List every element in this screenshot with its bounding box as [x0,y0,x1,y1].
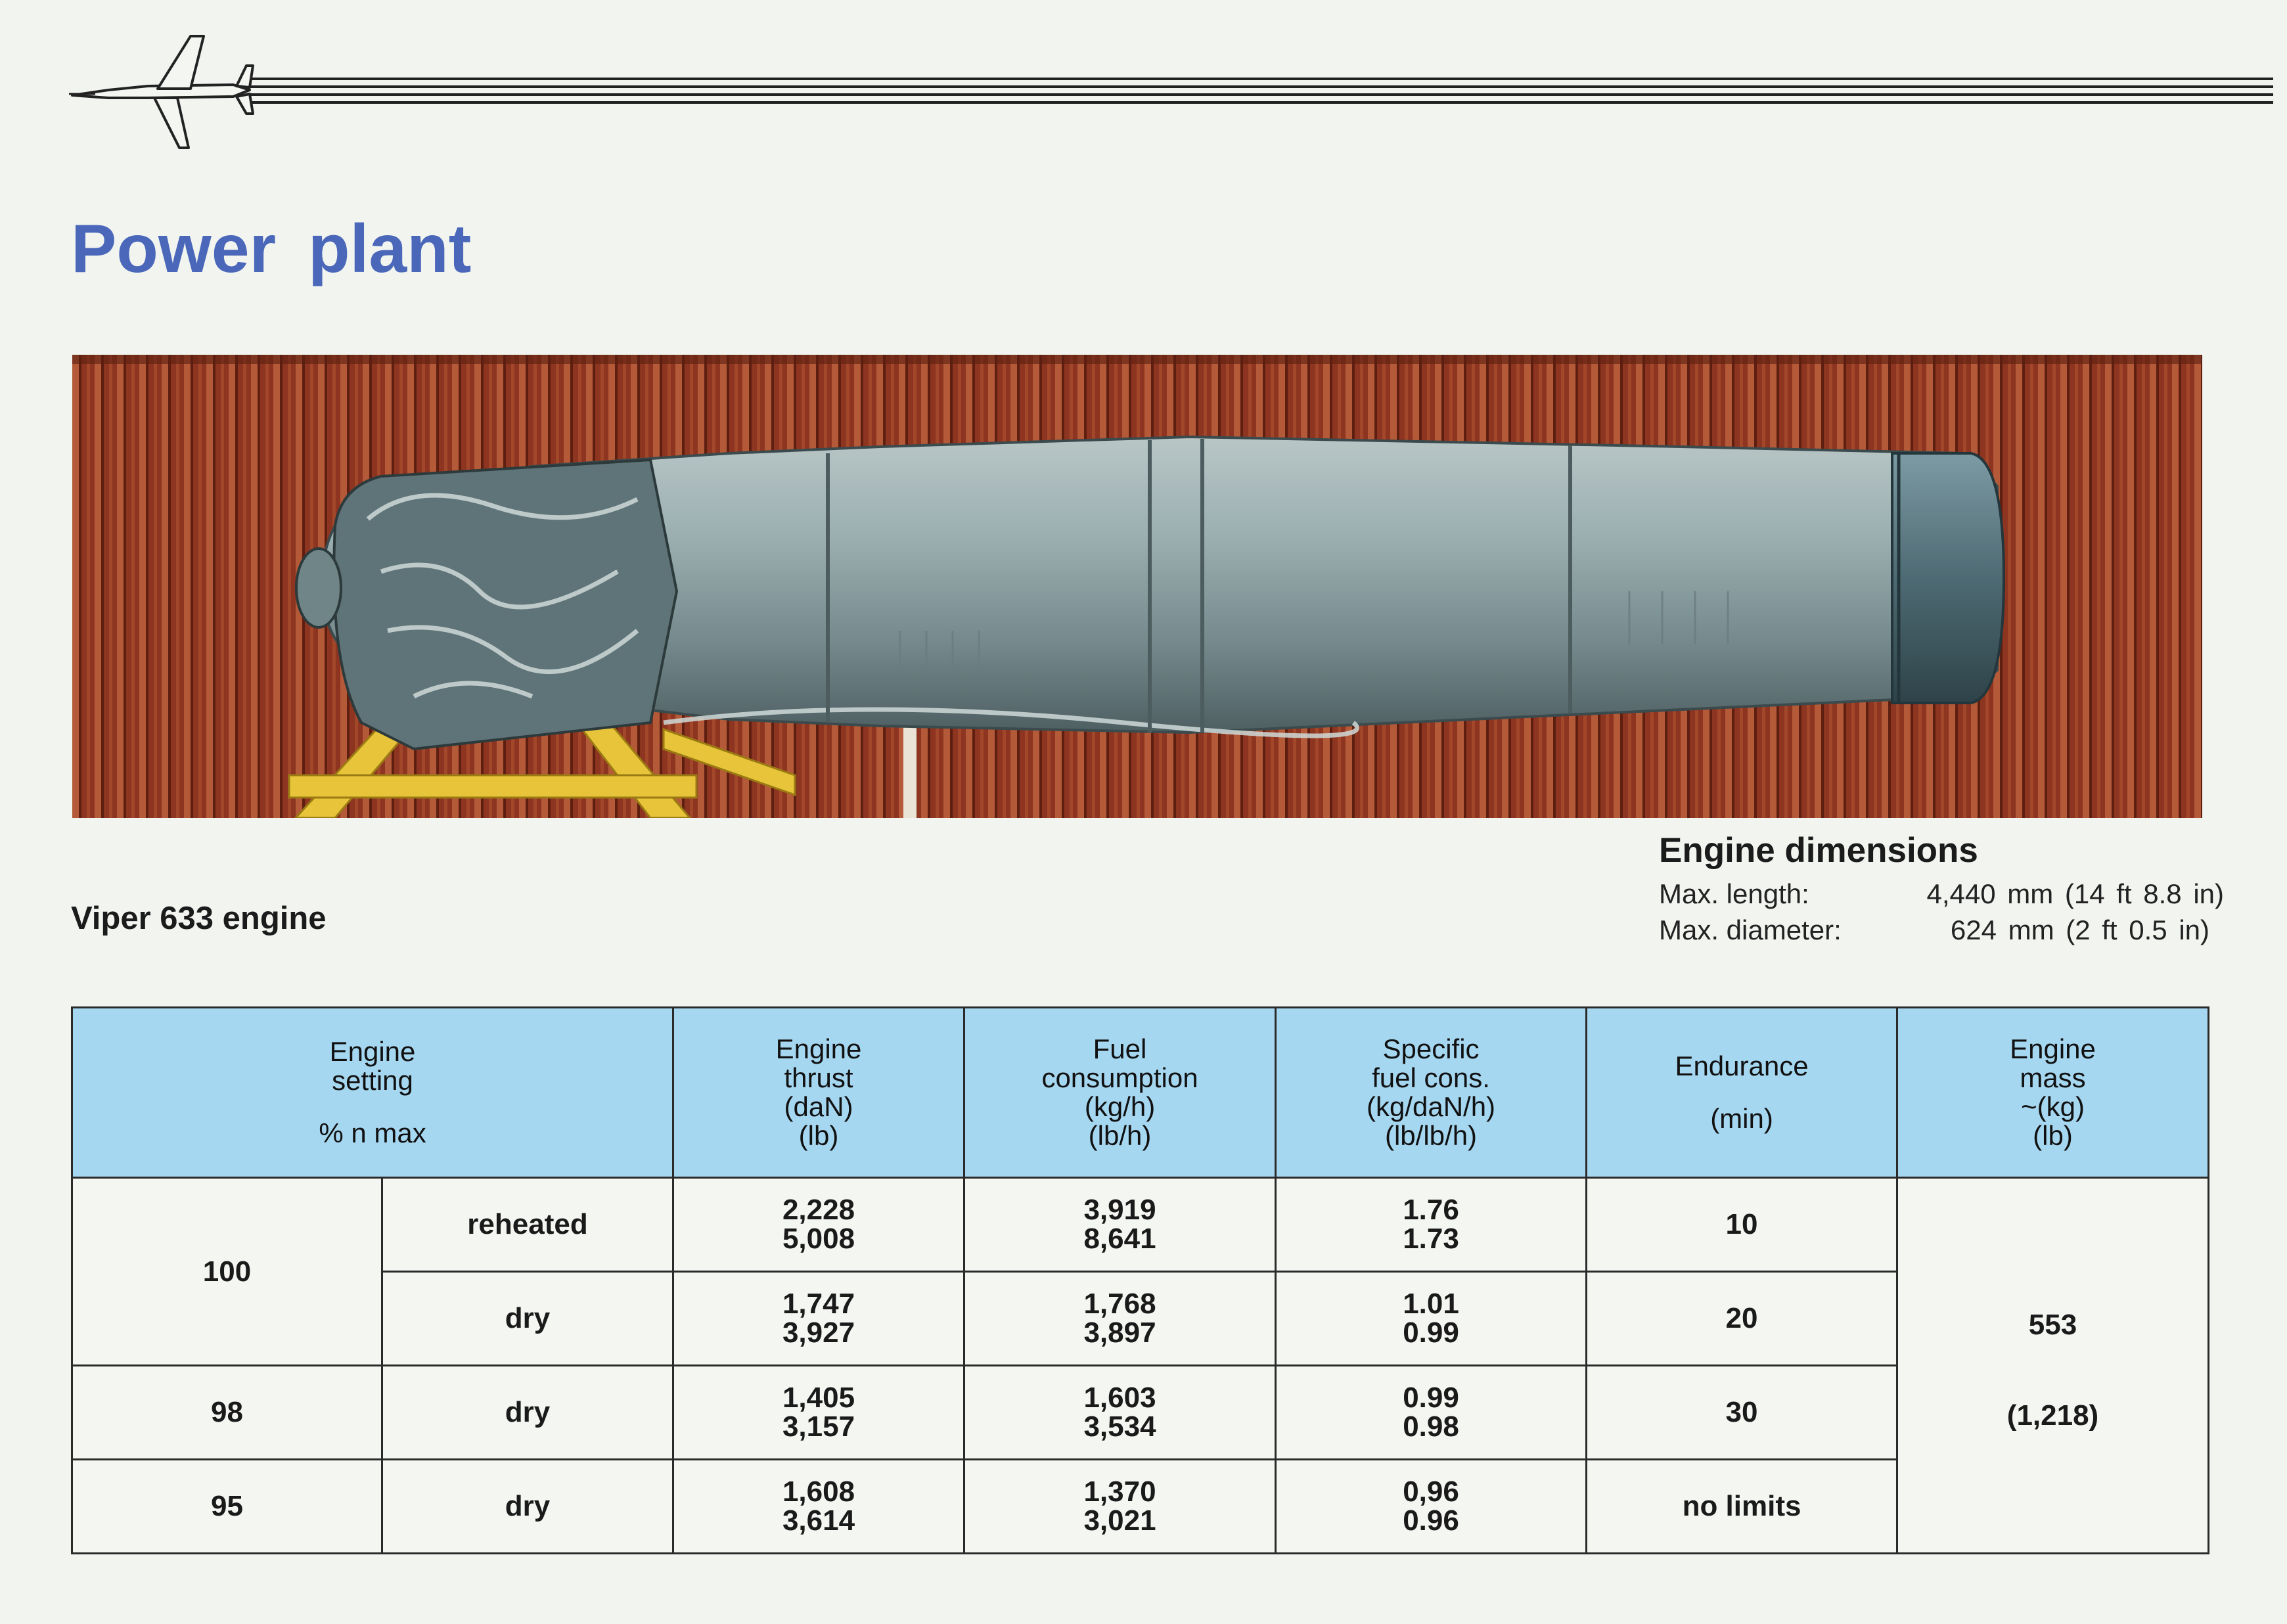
cell-fuel: 3,919 8,641 [964,1178,1276,1272]
cell-fuel: 1,768 3,897 [964,1272,1276,1366]
cell-fuel: 1,603 3,534 [964,1366,1276,1460]
table-row [72,1272,2209,1366]
cell-sfc: 1.76 1.73 [1276,1178,1587,1272]
dimension-row-length [1659,876,2224,912]
table-row [72,1178,2209,1272]
cell-mass-kg: 553 [1897,1178,2209,1366]
dimension-value: 624 mm (2 ft 0.5 in) [1950,914,2209,945]
table-row [72,1460,2209,1554]
cell-fuel: 1,370 3,021 [964,1460,1276,1554]
header-fuel-consumption: Fuel consumption (kg/h) (lb/h) [964,1008,1276,1178]
cell-endurance: 10 [1587,1178,1897,1272]
header-engine-mass: Engine mass ~(kg) (lb) [1897,1008,2209,1178]
photo-caption: Viper 633 engine [71,901,327,936]
table-header-row [72,1008,2209,1178]
cell-sfc: 0,96 0.96 [1276,1460,1587,1554]
dimension-label: Max. diameter: [1659,914,1842,945]
cell-mass-lb: (1,218) [1897,1366,2209,1554]
cell-sfc: 1.01 0.99 [1276,1272,1587,1366]
header-engine-setting: Engine setting % n max [72,1008,673,1178]
cell-nmax: 98 [72,1366,382,1460]
dimension-row-diameter [1659,912,2224,948]
engine-performance-table [71,1006,2209,1554]
dimension-label: Max. length: [1659,878,1809,909]
cell-nmax: 95 [72,1460,382,1554]
cell-thrust: 1,608 3,614 [673,1460,964,1554]
table-row [72,1366,2209,1460]
cell-mode: dry [382,1272,673,1366]
header-engine-thrust: Engine thrust (daN) (lb) [673,1008,964,1178]
jet-aircraft-icon [69,30,266,154]
cell-thrust: 2,228 5,008 [673,1178,964,1272]
header-rule-lines [250,78,2273,110]
header-endurance: Endurance (min) [1587,1008,1897,1178]
cell-mode: reheated [382,1178,673,1272]
cell-nmax: 100 [72,1178,382,1366]
cell-mode: dry [382,1366,673,1460]
header-specific-fuel-consumption: Specific fuel cons. (kg/daN/h) (lb/lb/h) [1276,1008,1587,1178]
cell-endurance: 30 [1587,1366,1897,1460]
dimension-value: 4,440 mm (14 ft 8.8 in) [1926,878,2224,909]
engine-photo [72,355,2202,818]
cell-thrust: 1,405 3,157 [673,1366,964,1460]
cell-endurance: 20 [1587,1272,1897,1366]
cell-mode: dry [382,1460,673,1554]
page-title: Power plant [71,211,472,287]
cell-thrust: 1,747 3,927 [673,1272,964,1366]
cell-sfc: 0.99 0.98 [1276,1366,1587,1460]
cell-endurance: no limits [1587,1460,1897,1554]
dimensions-title: Engine dimensions [1659,831,1978,870]
engine-dimensions [1659,830,2224,948]
